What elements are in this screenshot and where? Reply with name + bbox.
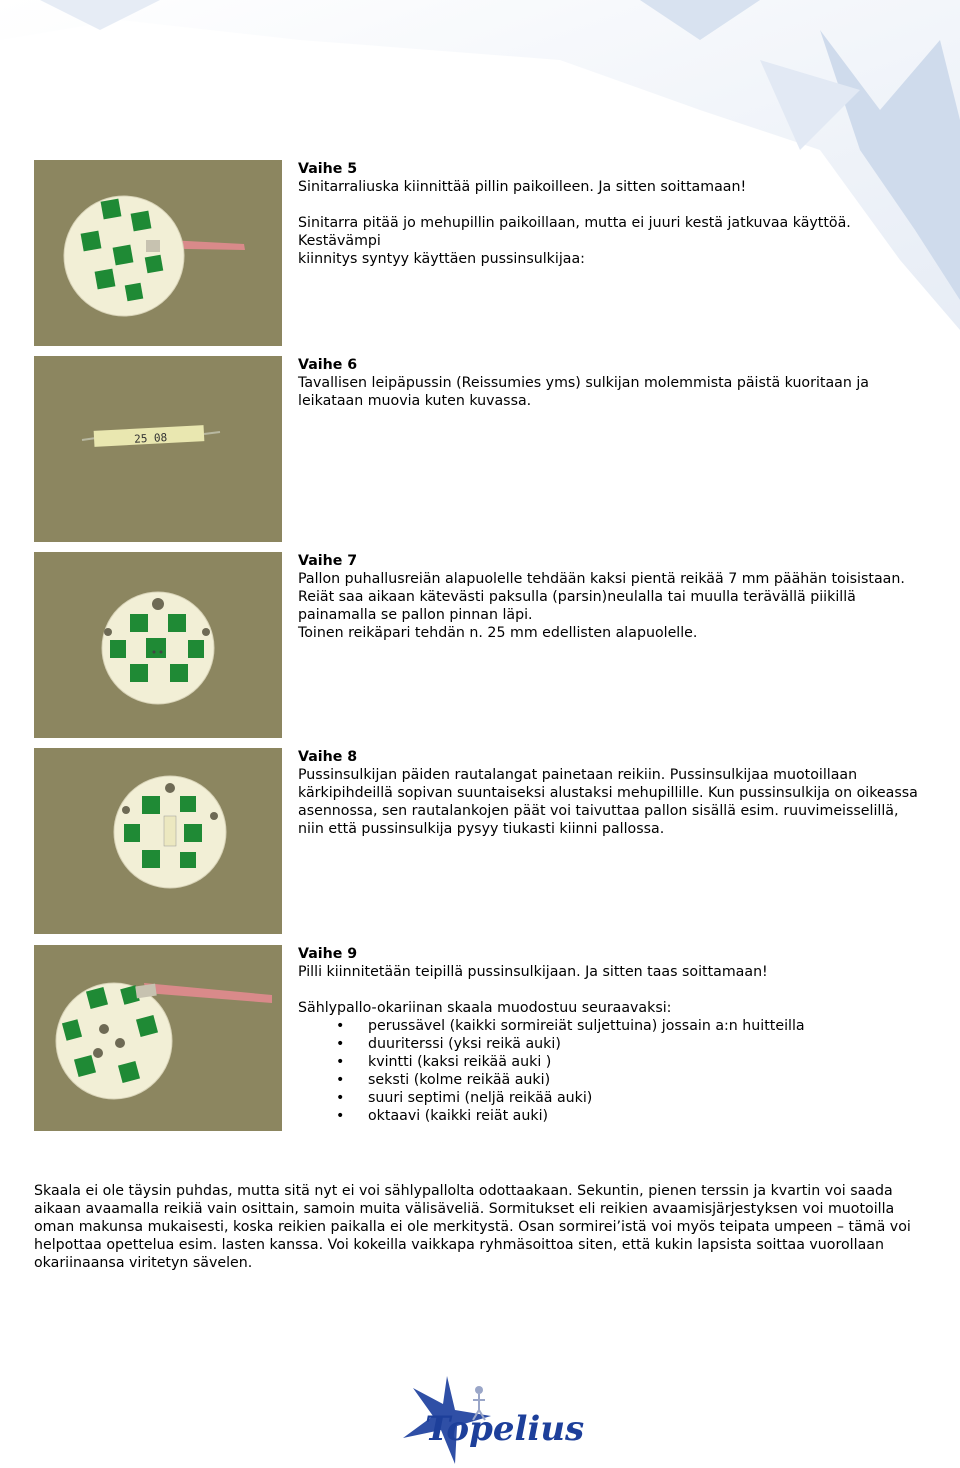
ball-patch [142, 850, 160, 868]
step-paragraph: Kestävämpi [298, 233, 381, 249]
ball-patch [188, 640, 204, 658]
step-6-photo [34, 356, 282, 542]
step-title: Vaihe 8 [298, 749, 358, 765]
step-paragraph: kiinnitys syntyy käyttäen pussinsulkijaa: [298, 251, 585, 267]
ball-patch [101, 199, 122, 220]
logo-text: Topelius [425, 1409, 585, 1449]
ball-patch [180, 852, 196, 868]
ball-patch [125, 283, 144, 302]
ball-patch [180, 796, 196, 812]
step-8-text [298, 748, 928, 838]
ball-patch [170, 664, 188, 682]
step-paragraph: Pallon puhallusreiän alapuolelle tehdään kaksi pientä reikää 7 mm päähän toisistaan. Reiät saa aikaan kätevästi paksulla (parsin)neulalla tai muulla terävällä piikillä painamalla se pallon pinnan läpi. [298, 571, 905, 623]
list-item: • seksti (kolme reikää auki) [368, 1071, 928, 1089]
step-paragraph: Sählypallo-okariinan skaala muodostuu seuraavaksi: [298, 1000, 672, 1016]
ball-patch [110, 640, 126, 658]
list-item: • perussävel (kaikki sormireiät suljettuina) jossain a:n huitteilla [368, 1017, 928, 1035]
ball [56, 983, 172, 1099]
step-9-text [298, 945, 928, 1125]
scale-list [298, 1017, 928, 1125]
step-9-photo [34, 945, 282, 1131]
ball-with-clip-image [34, 748, 282, 934]
list-item: • oktaavi (kaikki reiät auki) [368, 1107, 928, 1125]
step-paragraph: Sinitarraliuska kiinnittää pillin paikoilleen. Ja sitten soittamaan! [298, 179, 747, 195]
step-title: Vaihe 5 [298, 161, 358, 177]
step-paragraph: Pussinsulkijan päiden rautalangat painetaan reikiin. Pussinsulkijaa muotoillaan kärkipihdeillä sopivan suuntaiseksi alustaksi mehupillille. Kun pussinsulkija on oikeassa asennossa, sen rautalankojen päät voi taivuttaa pallon sisällä esim. ruuvimeisselillä, niin että pussinsulkija pysyy tiukasti kiinni pallossa. [298, 767, 918, 837]
ball-patch [142, 796, 160, 814]
ball-with-straw-image [34, 160, 282, 346]
ball-patch [130, 664, 148, 682]
step-paragraph: Pilli kiinnitetään teipillä pussinsulkijaan. Ja sitten taas soittamaan! [298, 964, 768, 980]
step-6-text [298, 356, 928, 410]
ball-patch [95, 269, 116, 290]
step-8-photo [34, 748, 282, 934]
ball-patch [124, 824, 140, 842]
ball-patch [184, 824, 202, 842]
step-paragraph: Sinitarra pitää jo mehupillin paikoillaan, mutta ei juuri kestä jatkuvaa käyttöä. [298, 215, 851, 231]
list-item: • kvintti (kaksi reikää auki ) [368, 1053, 928, 1071]
step-paragraph: Toinen reikäpari tehdän n. 25 mm edellisten alapuolelle. [298, 625, 698, 641]
ball-patch [146, 638, 166, 658]
ball-patch [131, 211, 152, 232]
ball-patch [130, 614, 148, 632]
finished-ocarina-image [34, 945, 282, 1131]
bag-clip-image [34, 356, 282, 542]
step-title: Vaihe 7 [298, 553, 358, 569]
ball-patch [113, 245, 134, 266]
ball-holes-image [34, 552, 282, 738]
step-5-text [298, 160, 928, 268]
list-item: • duuriterssi (yksi reikä auki) [368, 1035, 928, 1053]
ball-patch [168, 614, 186, 632]
step-7-photo [34, 552, 282, 738]
step-title: Vaihe 9 [298, 946, 358, 962]
step-paragraph: Tavallisen leipäpussin (Reissumies yms) sulkijan molemmista päistä kuoritaan ja leikataan muovia kuten kuvassa. [298, 375, 869, 409]
list-item: • suuri septimi (neljä reikää auki) [368, 1089, 928, 1107]
step-5-photo [34, 160, 282, 346]
photo-background [34, 356, 282, 542]
bag-clip [164, 816, 176, 846]
bag-clip-label: 25 08 [133, 431, 168, 446]
ball-patch [81, 231, 102, 252]
summary-paragraph: Skaala ei ole täysin puhdas, mutta sitä nyt ei voi sählypallolta odottaakaan. Sekuntin, pienen terssin ja kvartin voi saada aikaan avaamalla reikiä vain osittain, samoin muita välisäveliä. Sormitukset eli reikien avaamisjärjestyksen voi muotoilla oman makunsa mukaisesti, koska reikien paikalla ei ole merkitystä. Osan sormirei’istä voi myös teipata umpeen – tämä voi helpottaa opettelua esim. lasten kanssa. Voi kokeilla vaikkapa ryhmäsoittoa siten, että kukin lapsista soittaa vuorollaan okariinaansa viritetyn sävelen. [34, 1183, 911, 1272]
ball-patch [145, 255, 164, 274]
step-7-text [298, 552, 928, 642]
topelius-logo [395, 1376, 585, 1464]
step-title: Vaihe 6 [298, 357, 358, 373]
